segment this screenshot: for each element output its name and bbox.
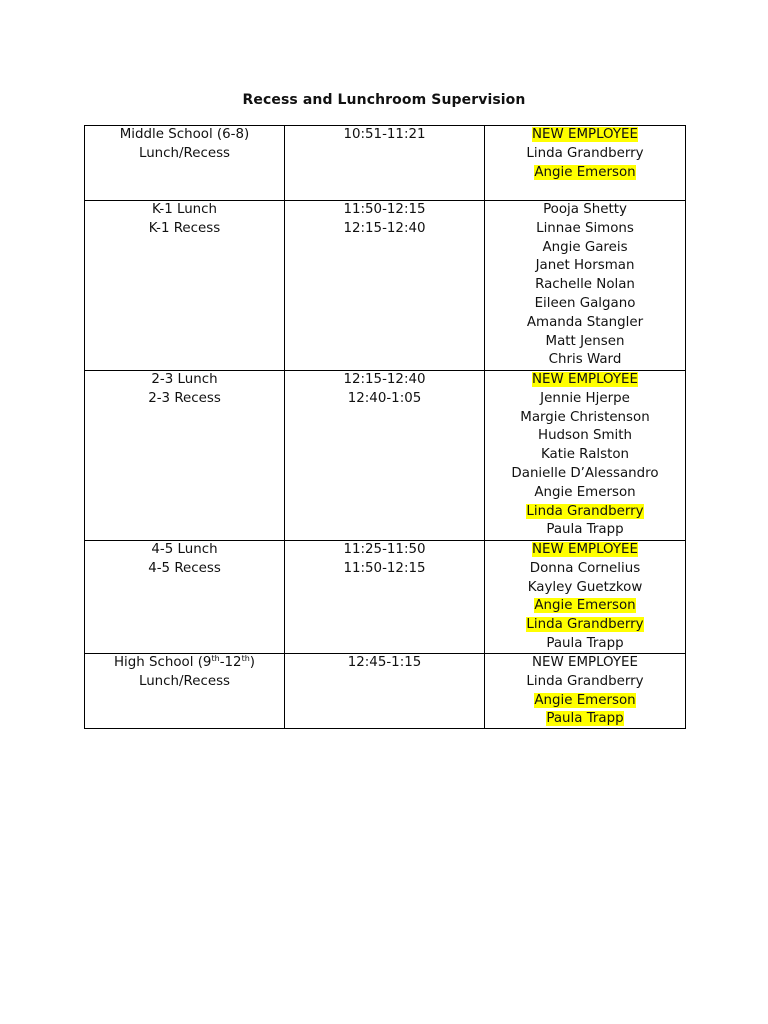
group-cell — [85, 371, 285, 541]
table-row — [85, 654, 686, 729]
group-cell — [85, 541, 285, 654]
staff-line — [485, 295, 685, 314]
time-line: 11:50-12:15 — [343, 560, 426, 576]
staff-line — [485, 390, 685, 409]
staff-name: Linda Grandberry — [526, 503, 644, 519]
staff-line — [485, 692, 685, 711]
document-title: Recess and Lunchroom Supervision — [242, 92, 526, 108]
staff-line — [485, 465, 685, 484]
time-cell — [285, 654, 485, 729]
staff-line — [485, 673, 685, 692]
staff-name: Pooja Shetty — [543, 202, 627, 217]
time-cell — [285, 201, 485, 371]
group-line: K-1 Lunch — [151, 202, 218, 217]
staff-name: Angie Emerson — [534, 164, 636, 180]
group-cell — [85, 201, 285, 371]
time-line: 12:15-12:40 — [343, 220, 426, 236]
table-row — [85, 541, 686, 654]
staff-line — [485, 145, 685, 164]
staff-line — [485, 276, 685, 295]
staff-line — [485, 427, 685, 446]
staff-name: Katie Ralston — [540, 447, 630, 463]
staff-name: Angie Emerson — [534, 484, 636, 500]
staff-cell — [485, 201, 686, 371]
staff-name: Matt Jensen — [545, 333, 625, 349]
staff-name: Rachelle Nolan — [535, 277, 635, 293]
staff-line — [485, 239, 685, 258]
staff-name: Eileen Galgano — [534, 295, 636, 311]
staff-cell — [485, 541, 686, 654]
table-row — [85, 371, 686, 541]
staff-cell — [485, 371, 686, 541]
group-cell — [85, 654, 285, 729]
staff-line — [485, 314, 685, 333]
staff-name: Kayley Guetzkow — [527, 579, 643, 595]
group-line: 2-3 Lunch — [151, 372, 218, 387]
staff-name: Margie Christenson — [520, 409, 650, 425]
staff-name: Angie Emerson — [534, 598, 636, 614]
staff-line — [485, 560, 685, 579]
staff-name: Janet Horsman — [535, 258, 635, 274]
staff-name: Linda Grandberry — [526, 617, 644, 633]
group-line: 4-5 Recess — [148, 560, 221, 576]
staff-line — [485, 541, 685, 560]
time-line: 12:45-1:15 — [347, 655, 422, 670]
staff-line — [485, 635, 685, 653]
time-line: 12:40-1:05 — [347, 390, 422, 406]
staff-line — [485, 371, 685, 390]
group-line: Lunch/Recess — [138, 145, 231, 161]
staff-name: Paula Trapp — [546, 522, 624, 538]
staff-line — [485, 409, 685, 428]
group-cell — [85, 126, 285, 201]
group-line: Middle School (6-8) — [119, 127, 250, 142]
staff-line — [485, 616, 685, 635]
staff-line — [485, 257, 685, 276]
staff-name: NEW EMPLOYEE — [532, 655, 638, 670]
staff-line — [485, 597, 685, 616]
table-row — [85, 126, 686, 201]
group-line: K-1 Recess — [148, 220, 221, 236]
staff-line — [485, 521, 685, 540]
time-cell — [285, 541, 485, 654]
staff-line — [485, 446, 685, 465]
staff-line — [485, 484, 685, 503]
staff-name: Linnae Simons — [536, 220, 634, 236]
staff-name: Paula Trapp — [546, 711, 624, 727]
staff-line — [485, 351, 685, 370]
group-line: 2-3 Recess — [148, 390, 221, 406]
staff-name: Linda Grandberry — [526, 673, 644, 689]
staff-line — [485, 654, 685, 673]
staff-name: NEW EMPLOYEE — [532, 542, 638, 557]
time-line: 11:50-12:15 — [343, 202, 426, 217]
staff-name: Jennie Hjerpe — [540, 390, 630, 406]
time-cell — [285, 371, 485, 541]
staff-name: Hudson Smith — [538, 428, 632, 444]
staff-line — [485, 503, 685, 522]
supervision-table — [84, 125, 686, 729]
staff-name: NEW EMPLOYEE — [532, 127, 638, 142]
group-line: Lunch/Recess — [138, 673, 231, 689]
staff-name: Donna Cornelius — [529, 560, 641, 576]
time-cell — [285, 126, 485, 201]
staff-name: Angie Gareis — [542, 239, 628, 255]
time-line: 11:25-11:50 — [343, 542, 426, 557]
staff-line — [485, 220, 685, 239]
staff-name: Amanda Stangler — [526, 314, 644, 330]
time-line: 12:15-12:40 — [343, 372, 426, 387]
staff-name: Angie Emerson — [534, 692, 636, 708]
staff-name: Chris Ward — [548, 352, 622, 368]
staff-name: Linda Grandberry — [526, 145, 644, 161]
group-line: 4-5 Lunch — [151, 542, 218, 557]
table-row — [85, 201, 686, 371]
staff-line — [485, 710, 685, 728]
staff-line — [485, 126, 685, 145]
group-line-superscript: High School (9th-12th) — [113, 654, 256, 670]
staff-line — [485, 579, 685, 598]
staff-name: Paula Trapp — [546, 635, 624, 651]
staff-line — [485, 333, 685, 352]
staff-line — [485, 201, 685, 220]
staff-name: Danielle D’Alessandro — [511, 465, 659, 481]
staff-cell — [485, 126, 686, 201]
staff-name: NEW EMPLOYEE — [532, 372, 638, 387]
staff-line — [485, 164, 685, 183]
staff-cell — [485, 654, 686, 729]
time-line: 10:51-11:21 — [343, 127, 426, 142]
